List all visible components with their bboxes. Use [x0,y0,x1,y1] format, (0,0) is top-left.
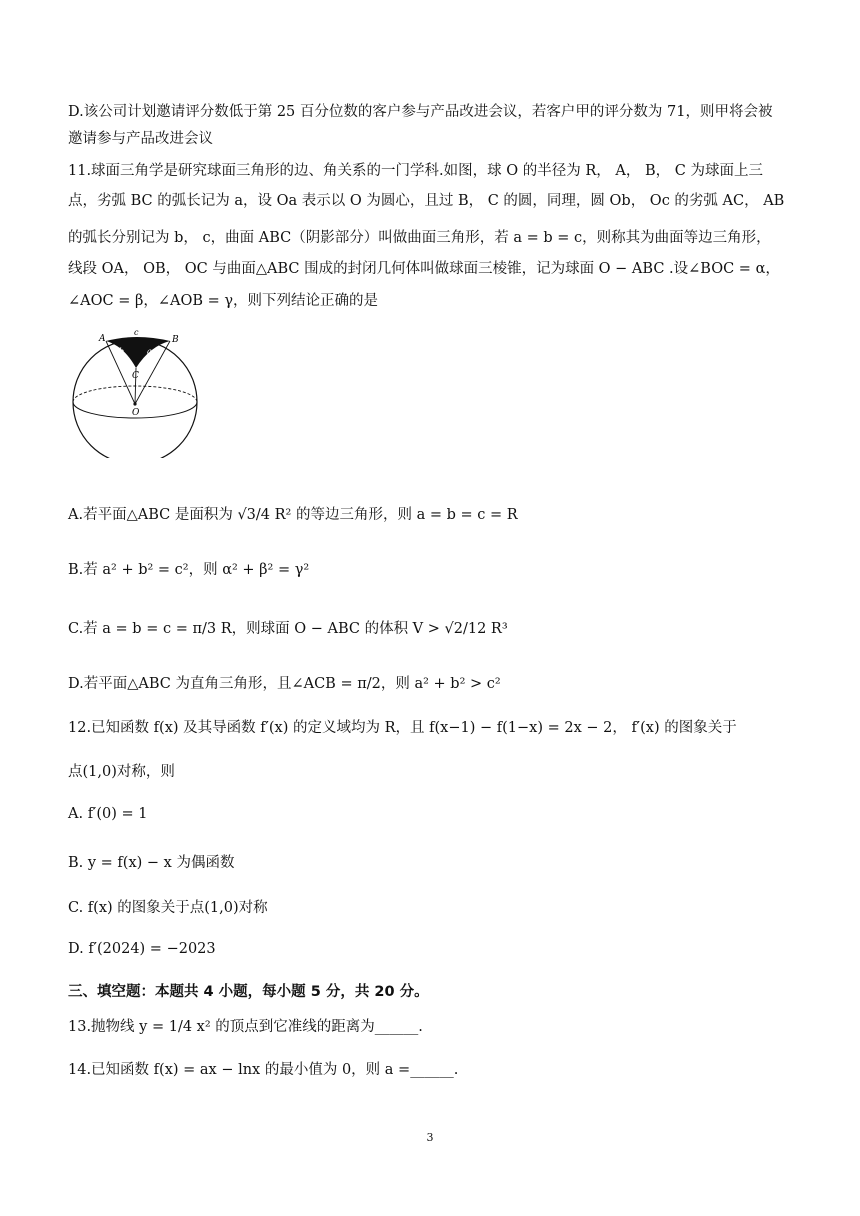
arc-b-label: b [119,347,125,356]
spherical-triangle-figure [66,328,206,458]
q11-option-d: D.若平面△ABC 为直角三角形，且∠ACB = π/2，则 a² + b² > c² [68,676,501,692]
page-number: 3 [426,1131,434,1144]
q11-stem-line2: 点，劣弧 BC 的弧长记为 a，设 Oa 表示以 O 为圆心，且过 B， C 的圆，同理，圆 Ob， Oc 的劣弧 AC， AB [68,193,785,209]
q12-option-d: D. f′(2024) = −2023 [68,941,216,957]
q14-text: 14.已知函数 f(x) = ax − lnx 的最小值为 0，则 a =______. [68,1062,459,1078]
q11-stem-line4: 线段 OA， OB， OC 与曲面△ABC 围成的封闭几何体叫做球面三棱锥，记为球面 O − ABC .设∠BOC = α， [68,261,780,277]
q11-option-a: A.若平面△ABC 是面积为 √3/4 R² 的等边三角形，则 a = b = c = R [68,507,518,523]
q12-stem-line2: 点(1,0)对称，则 [68,764,175,780]
arc-a-label: a [147,347,152,356]
q11-option-b: B.若 a² + b² = c²，则 α² + β² = γ² [68,562,310,578]
arc-c-label: c [134,328,139,337]
section-3-heading: 三、填空题：本题共 4 小题，每小题 5 分，共 20 分。 [68,984,429,1000]
q12-option-c: C. f(x) 的图象关于点(1,0)对称 [68,900,268,916]
q13-text: 13.抛物线 y = 1/4 x² 的顶点到它准线的距离为______. [68,1019,423,1035]
q11-stem-line3: 的弧长分别记为 b， c，曲面 ABC（阴影部分）叫做曲面三角形，若 a = b = c，则称其为曲面等边三角形， [68,230,771,246]
point-b-label: B [172,335,179,345]
q10-option-d-line2: 邀请参与产品改进会议 [68,131,213,147]
point-c-label: C [132,371,139,381]
point-a-label: A [99,334,106,344]
q12-stem-line1: 12.已知函数 f(x) 及其导函数 f′(x) 的定义域均为 R，且 f(x−1) − f(1−x) = 2x − 2， f′(x) 的图象关于 [68,720,737,736]
q12-option-b: B. y = f(x) − x 为偶函数 [68,855,235,871]
q11-stem-line5: ∠AOC = β，∠AOB = γ，则下列结论正确的是 [68,293,379,309]
q11-option-c: C.若 a = b = c = π/3 R，则球面 O − ABC 的体积 V > √2/12 R³ [68,621,508,637]
q11-stem-line1: 11.球面三角学是研究球面三角形的边、角关系的一门学科.如图，球 O 的半径为 R， A， B， C 为球面上三 [68,163,763,179]
point-o-label: O [132,408,140,418]
q10-option-d-line1: D.该公司计划邀请评分数低于第 25 百分位数的客户参与产品改进会议，若客户甲的评分数为 71，则甲将会被 [68,104,773,120]
q12-option-a: A. f′(0) = 1 [68,806,148,822]
